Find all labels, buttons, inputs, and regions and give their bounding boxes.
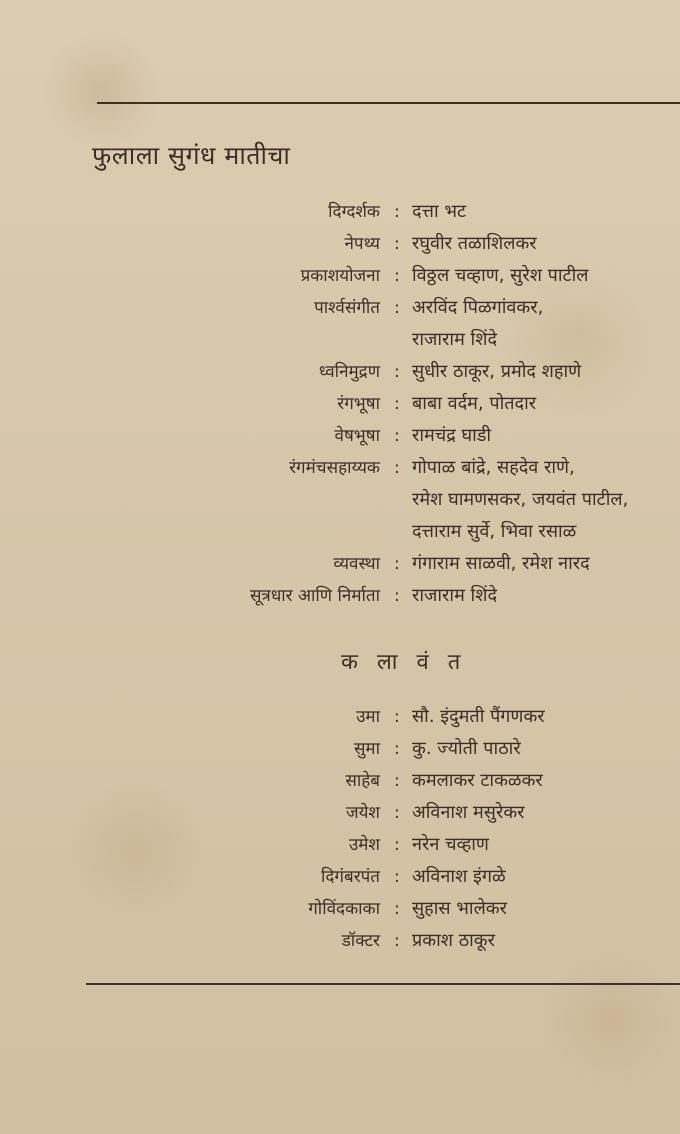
separator: : xyxy=(394,234,400,254)
crew-name: सुधीर ठाकूर, प्रमोद शहाणे xyxy=(412,361,582,382)
crew-role: सूत्रधार आणि निर्माता xyxy=(249,586,380,606)
separator: : xyxy=(394,771,400,791)
crew-name: राजाराम शिंदे xyxy=(412,329,498,350)
crew-name: रामचंद्र घाडी xyxy=(412,425,492,446)
crew-row xyxy=(0,452,680,484)
crew-row-continuation xyxy=(0,484,680,516)
cast-row xyxy=(0,797,680,829)
cast-heading: क ला वं त xyxy=(341,650,467,675)
crew-role: नेपथ्य xyxy=(344,234,380,254)
actor-name: नरेन चव्हाण xyxy=(412,834,489,855)
crew-row xyxy=(0,420,680,452)
crew-name: विठ्ठल चव्हाण, सुरेश पाटील xyxy=(412,265,589,286)
actor-name: प्रकाश ठाकूर xyxy=(412,930,495,951)
character-name: दिगंबरपंत xyxy=(320,867,380,887)
cast-row xyxy=(0,829,680,861)
separator: : xyxy=(394,266,400,286)
bottom-divider xyxy=(86,983,680,985)
cast-row xyxy=(0,893,680,925)
separator: : xyxy=(394,298,400,318)
crew-name: अरविंद पिळगांवकर, xyxy=(412,297,544,318)
separator: : xyxy=(394,554,400,574)
separator: : xyxy=(394,707,400,727)
crew-name: गोपाळ बांद्रे, सहदेव राणे, xyxy=(412,457,575,478)
crew-role: रंगभूषा xyxy=(337,394,380,414)
actor-name: अविनाश इंगळे xyxy=(412,866,506,887)
separator: : xyxy=(394,202,400,222)
cast-row xyxy=(0,765,680,797)
crew-row xyxy=(0,228,680,260)
separator: : xyxy=(394,803,400,823)
character-name: उमा xyxy=(356,707,380,727)
actor-name: कु. ज्योती पाठारे xyxy=(412,738,521,759)
crew-role: रंगमंचसहाय्यक xyxy=(289,458,380,478)
crew-name: बाबा वर्दम, पोतदार xyxy=(412,393,537,414)
separator: : xyxy=(394,458,400,478)
top-divider xyxy=(97,102,680,104)
crew-name: राजाराम शिंदे xyxy=(412,585,498,606)
crew-row xyxy=(0,260,680,292)
cast-row xyxy=(0,925,680,957)
separator: : xyxy=(394,867,400,887)
actor-name: कमलाकर टाकळकर xyxy=(412,770,543,791)
character-name: उमेश xyxy=(348,835,380,855)
crew-name: गंगाराम साळवी, रमेश नारद xyxy=(412,553,590,574)
cast-row xyxy=(0,733,680,765)
crew-role: व्यवस्था xyxy=(333,554,380,574)
cast-credits xyxy=(0,701,680,957)
crew-role: पार्श्वसंगीत xyxy=(314,298,380,318)
crew-row-continuation xyxy=(0,324,680,356)
crew-row-continuation xyxy=(0,516,680,548)
crew-role: ध्वनिमुद्रण xyxy=(318,362,380,382)
crew-name: दत्ताराम सुर्वे, भिवा रसाळ xyxy=(412,521,577,542)
separator: : xyxy=(394,426,400,446)
crew-name: दत्ता भट xyxy=(412,201,467,222)
actor-name: सौ. इंदुमती पैंगणकर xyxy=(412,706,545,727)
crew-row xyxy=(0,548,680,580)
crew-row xyxy=(0,580,680,612)
cast-row xyxy=(0,701,680,733)
separator: : xyxy=(394,362,400,382)
actor-name: सुहास भालेकर xyxy=(412,898,507,919)
cast-row xyxy=(0,861,680,893)
crew-role: वेषभूषा xyxy=(334,426,380,446)
separator: : xyxy=(394,739,400,759)
character-name: सुमा xyxy=(353,739,380,759)
crew-row xyxy=(0,292,680,324)
crew-row xyxy=(0,388,680,420)
separator: : xyxy=(394,586,400,606)
character-name: जयेश xyxy=(345,803,380,823)
crew-role: प्रकाशयोजना xyxy=(300,266,380,286)
character-name: गोविंदकाका xyxy=(308,899,380,919)
separator: : xyxy=(394,835,400,855)
separator: : xyxy=(394,931,400,951)
actor-name: अविनाश मसुरेकर xyxy=(412,802,525,823)
crew-role: दिग्दर्शक xyxy=(328,202,380,222)
crew-name: रमेश घामणसकर, जयवंत पाटील, xyxy=(412,489,629,510)
separator: : xyxy=(394,394,400,414)
crew-row xyxy=(0,196,680,228)
character-name: साहेब xyxy=(345,771,380,791)
crew-row xyxy=(0,356,680,388)
crew-name: रघुवीर तळाशिलकर xyxy=(412,233,537,254)
separator: : xyxy=(394,899,400,919)
crew-credits xyxy=(0,196,680,612)
play-title: फुलाला सुगंध मातीचा xyxy=(92,141,291,170)
character-name: डॉक्टर xyxy=(341,931,380,951)
